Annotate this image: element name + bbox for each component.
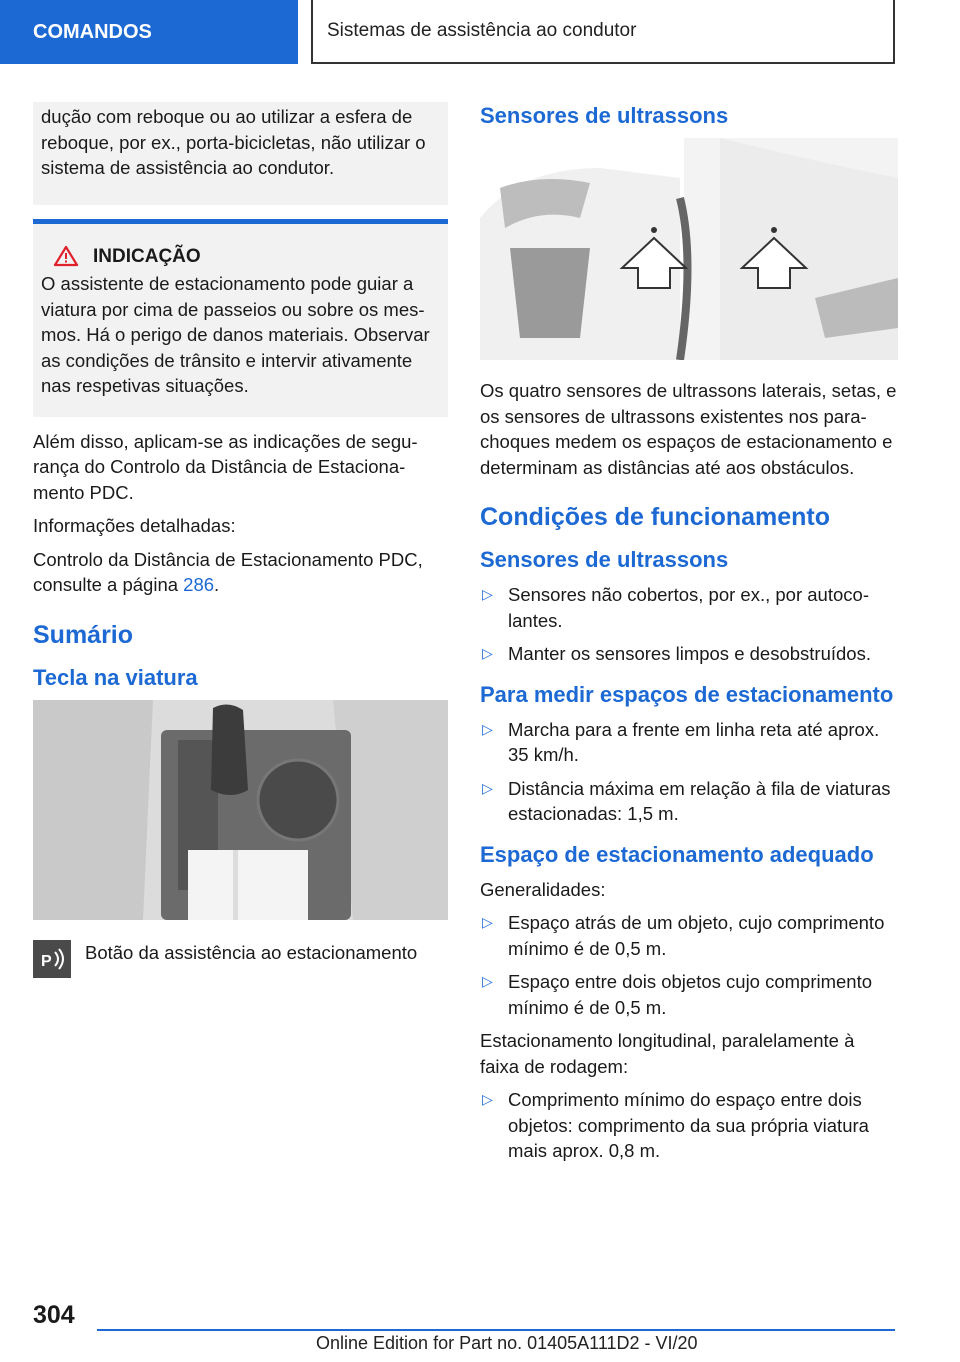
- console-image: [33, 700, 448, 920]
- general-label: Generalidades:: [480, 878, 606, 900]
- heading-button: Tecla na viatura: [33, 664, 198, 690]
- button-caption: Botão da assistência ao estacionamento: [85, 941, 418, 963]
- svg-text:P: P: [41, 952, 52, 970]
- notice-header: [41, 244, 440, 270]
- notice-box: [33, 219, 448, 417]
- list-item-text: Comprimento mínimo do espaço entre dois objetos: comprimento da sua própria viatura mais aprox. 0,8 m.: [508, 1089, 869, 1161]
- list-item-text: Marcha para a frente em linha reta até aprox. 35 km/h.: [508, 718, 880, 765]
- list-item: [480, 1087, 898, 1164]
- sensors-list: [480, 582, 898, 667]
- sensors-text: Os quatro sensores de ultrassons laterais, setas, e os sensores de ultrassons existentes nos para-choques medem os espaços de estacionamento e determinam as distâncias até aos obstáculos.: [480, 380, 897, 478]
- list-item-text: Espaço atrás de um objeto, cujo comprimento mínimo é de 0,5 m.: [508, 912, 885, 959]
- triangle-bullet-icon: ▷: [482, 586, 493, 602]
- measure-list: [480, 717, 898, 827]
- ref-post: .: [214, 574, 220, 595]
- heading-sensors: Sensores de ultrassons: [480, 103, 729, 128]
- triangle-bullet-icon: ▷: [482, 1091, 493, 1107]
- left-column: [33, 102, 448, 978]
- list-item-text: Sensores não cobertos, por ex., por autocolantes.: [508, 584, 869, 631]
- console-illustration: [33, 700, 448, 920]
- heading-measure: Para medir espaços de estacionamento: [480, 681, 894, 707]
- header-section-tab: [0, 0, 298, 64]
- heading-sensors-2: Sensores de ultrassons: [480, 547, 729, 572]
- heading-summary: Sumário: [33, 620, 134, 649]
- page-link[interactable]: 286: [183, 574, 215, 595]
- list-item-text: Manter os sensores limpos e desobstruídos.: [508, 643, 871, 664]
- heading-conditions: Condições de funcionamento: [480, 503, 831, 531]
- right-column: [480, 102, 898, 1172]
- triangle-bullet-icon: ▷: [482, 914, 493, 930]
- notice-title: INDICAÇÃO: [93, 245, 201, 267]
- list-item-text: Distância máxima em relação à fila de viaturas estacionadas: 1,5 m.: [508, 777, 891, 824]
- ref-pre: Controlo da Distância de Estacionamento PDC, consulte a página: [33, 548, 423, 595]
- list-item: [480, 969, 898, 1020]
- triangle-bullet-icon: ▷: [482, 779, 493, 796]
- para-details: Informações detalhadas:: [33, 515, 236, 536]
- footer-divider: [97, 1329, 895, 1331]
- sensors-image: [480, 138, 898, 360]
- list-item: [480, 717, 898, 768]
- sensors-illustration: [480, 138, 898, 360]
- list-item-text: Espaço entre dois objetos cujo comprimento mínimo é de 0,5 m.: [508, 971, 873, 1018]
- heading-space: Espaço de estacionamento adequado: [480, 841, 874, 867]
- long-list: [480, 1087, 898, 1164]
- header-section: COMANDOS: [33, 20, 152, 43]
- space-list: [480, 910, 898, 1020]
- continued-box: [33, 102, 448, 205]
- longitudinal-label: Estacionamento longitudinal, paralelamente à faixa de rodagem:: [480, 1030, 855, 1077]
- triangle-bullet-icon: ▷: [482, 973, 493, 989]
- header-title: Sistemas de assistência ao condutor: [327, 20, 637, 41]
- page-number: 304: [33, 1301, 75, 1329]
- para-safety: Além disso, aplicam-se as indicações de segurança do Controlo da Distância de Estacionamento PDC.: [33, 430, 418, 503]
- list-item: [480, 641, 898, 667]
- button-caption-row: [33, 940, 448, 978]
- list-item: [480, 582, 898, 633]
- para-reference: [33, 547, 448, 598]
- notice-text: O assistente de estacionamento pode guiar a viatura por cima de passeios ou sobre os mesmos. Há o perigo de danos materiais. Observar as condições de trânsito e intervir ativamente nas respetivas situações.: [41, 273, 430, 396]
- header-title-box: [311, 0, 895, 64]
- triangle-bullet-icon: ▷: [482, 645, 493, 661]
- triangle-bullet-icon: ▷: [482, 720, 493, 737]
- list-item: [480, 910, 898, 961]
- list-item: [480, 776, 898, 827]
- park-assist-icon: [33, 940, 71, 978]
- warning-triangle-icon: [53, 245, 79, 267]
- continued-text: dução com reboque ou ao utilizar a esfera de reboque, por ex., porta-bicicletas, não utilizar o sistema de assistência ao condutor.: [41, 106, 426, 178]
- footer-edition: Online Edition for Part no. 01405A111D2 - VI/20: [316, 1333, 698, 1353]
